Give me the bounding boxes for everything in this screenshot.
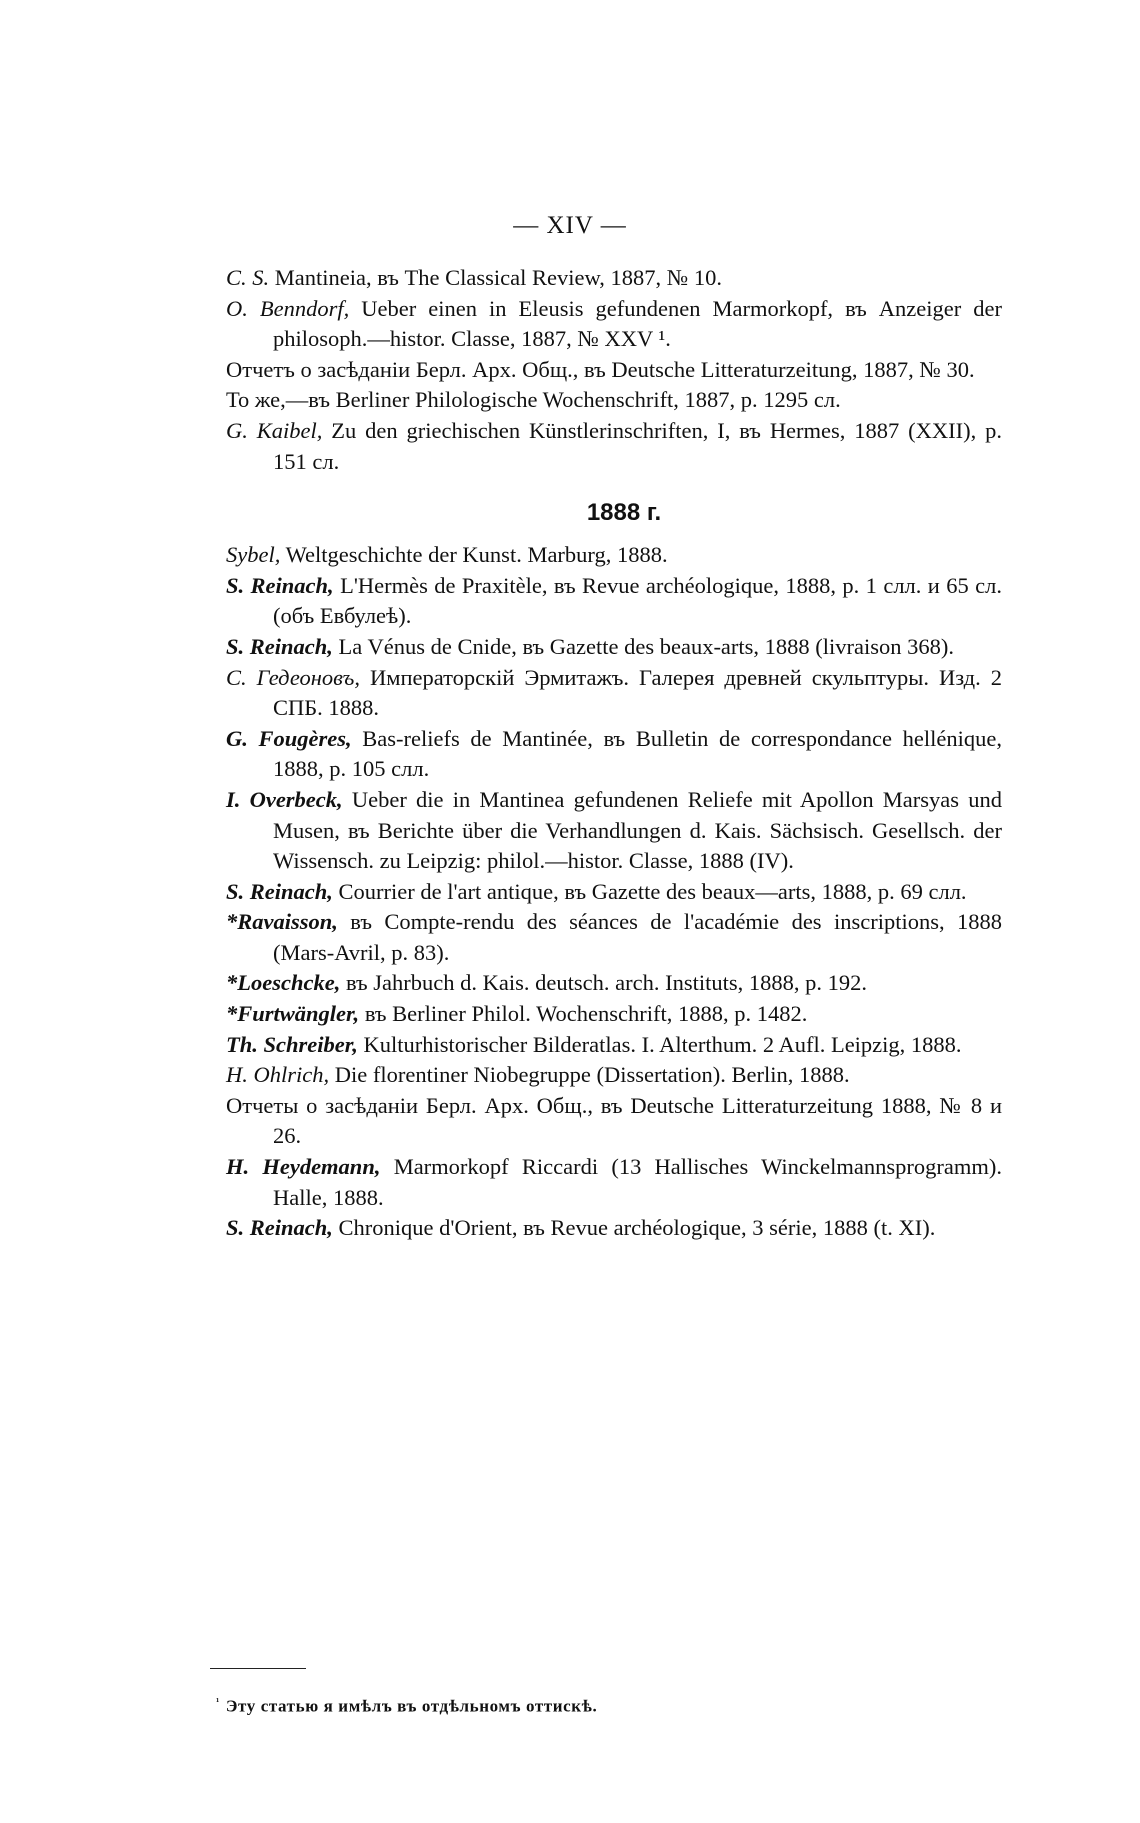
entry-author: H. Heydemann, — [226, 1154, 381, 1180]
entry-text: Bas-reliefs de Mantinée, въ Bulletin de correspondance hellénique, 1888, p. 105 слл. — [273, 725, 1002, 782]
bibliography-section-1887 — [226, 263, 1002, 477]
entry-text: Императорскій Эрмитажъ. Галерея древней скульптуры. Изд. 2 СПБ. 1888. — [273, 664, 1002, 721]
entry-text: La Vénus de Cnide, въ Gazette des beaux-arts, 1888 (livraison 368). — [332, 633, 955, 659]
page-number: — XIV — — [513, 212, 627, 239]
bibliography-entry — [226, 877, 1002, 908]
entry-text: Ueber einen in Eleusis gefundenen Marmorkopf, въ Anzeiger der philosoph.—histor. Classe, 1887, № XXV ¹. — [273, 295, 1002, 352]
entry-text: Mantineia, въ The Classical Review, 1887, № 10. — [269, 265, 723, 290]
bibliography-entry — [226, 632, 1002, 663]
bibliography-entry — [226, 263, 1002, 294]
bibliography-entry — [226, 540, 1002, 571]
entry-author: S. Reinach, — [226, 1215, 333, 1241]
entry-text: Die florentiner Niobegruppe (Dissertation). Berlin, 1888. — [329, 1062, 850, 1088]
entry-text: L'Hermès de Praxitèle, въ Revue archéologique, 1888, p. 1 слл. и 65 сл. (объ Евбулеѣ). — [273, 572, 1002, 629]
bibliography-entry — [226, 968, 1002, 999]
entry-text: То же,—въ Berliner Philologische Wochenschrift, 1887, p. 1295 сл. — [226, 387, 841, 413]
entry-author: I. Overbeck, — [226, 786, 343, 812]
entry-text: въ Berliner Philol. Wochenschrift, 1888, p. 1482. — [359, 1001, 808, 1027]
entry-text: Courrier de l'art antique, въ Gazette des beaux—arts, 1888, p. 69 слл. — [332, 878, 967, 904]
entry-author: C. Гедеоновъ, — [226, 664, 360, 690]
bibliography-entry — [226, 1030, 1002, 1061]
bibliography-section-1888 — [226, 540, 1002, 1244]
entry-author: G. Fougères, — [226, 725, 352, 751]
entry-author: S. Reinach, — [226, 633, 333, 659]
entry-author: H. Ohlrich, — [226, 1062, 330, 1088]
entry-text: Chronique d'Orient, въ Revue archéologique, 3 série, 1888 (t. XI). — [332, 1215, 936, 1241]
entry-text: Отчетъ о засѣданіи Берл. Арх. Общ., въ Deutsche Litteraturzeitung, 1887, № 30. — [226, 356, 975, 382]
bibliography-entry — [226, 1060, 1002, 1091]
entry-author: Th. Schreiber, — [226, 1031, 358, 1057]
entry-text: Отчеты о засѣданіи Берл. Арх. Общ., въ Deutsche Litteraturzeitung 1888, № 8 и 26. — [226, 1092, 1002, 1149]
bibliography-entry — [226, 663, 1002, 724]
entry-text: Zu den griechischen Künstlerinschriften, I, въ Hermes, 1887 (XXII), p. 151 сл. — [273, 417, 1002, 474]
entry-author: S. Reinach, — [226, 572, 334, 598]
entry-author: *Loeschcke, — [226, 970, 341, 996]
entry-author: Sybel, — [226, 542, 281, 568]
footnote — [216, 1696, 1016, 1717]
bibliography-entry — [226, 294, 1002, 355]
footnote-divider — [210, 1668, 306, 1669]
bibliography-entry — [226, 571, 1002, 632]
entry-author: S. Reinach, — [226, 878, 333, 904]
bibliography-entry — [226, 907, 1002, 968]
entry-author: *Furtwängler, — [226, 1001, 360, 1027]
entry-author: C. S. — [226, 265, 270, 290]
entry-author: G. Kaibel, — [226, 417, 323, 443]
entry-text: въ Compte-rendu des séances de l'académie des inscriptions, 1888 (Mars-Avril, p. 83). — [273, 909, 1002, 965]
entry-text: Weltgeschichte der Kunst. Marburg, 1888. — [280, 542, 668, 568]
entry-text: въ Jahrbuch d. Kais. deutsch. arch. Instituts, 1888, p. 192. — [340, 970, 867, 996]
bibliography-entry — [226, 1213, 1002, 1244]
bibliography-entry — [226, 999, 1002, 1030]
entry-text: Ueber die in Mantinea gefundenen Reliefe mit Apollon Marsyas und Musen, въ Berichte über die Verhandlungen d. Kais. Sächsisch. Gesellsch. der Wissensch. zu Leipzig: philol.—histor. Classe, 1888 (IV). — [273, 786, 1002, 874]
bibliography-entry — [226, 355, 1002, 386]
bibliography-entry — [226, 1091, 1002, 1152]
bibliography-entry — [226, 785, 1002, 877]
bibliography-list — [226, 263, 1002, 1244]
bibliography-entry — [226, 1152, 1002, 1213]
entry-text: Kulturhistorischer Bilderatlas. I. Alterthum. 2 Aufl. Leipzig, 1888. — [357, 1031, 962, 1057]
bibliography-entry — [226, 385, 1002, 416]
footnote-text: Эту статью я имѣлъ въ отдѣльномъ оттискѣ. — [225, 1696, 598, 1716]
footnote-marker: ¹ — [216, 1696, 220, 1708]
year-heading: 1888 г. — [586, 499, 662, 527]
bibliography-entry — [226, 416, 1002, 477]
entry-author: O. Benndorf, — [226, 295, 350, 321]
bibliography-entry — [226, 724, 1002, 785]
entry-text: Marmorkopf Riccardi (13 Hallisches Winckelmannsprogramm). Halle, 1888. — [273, 1154, 1002, 1210]
entry-author: *Ravaisson, — [226, 909, 338, 935]
